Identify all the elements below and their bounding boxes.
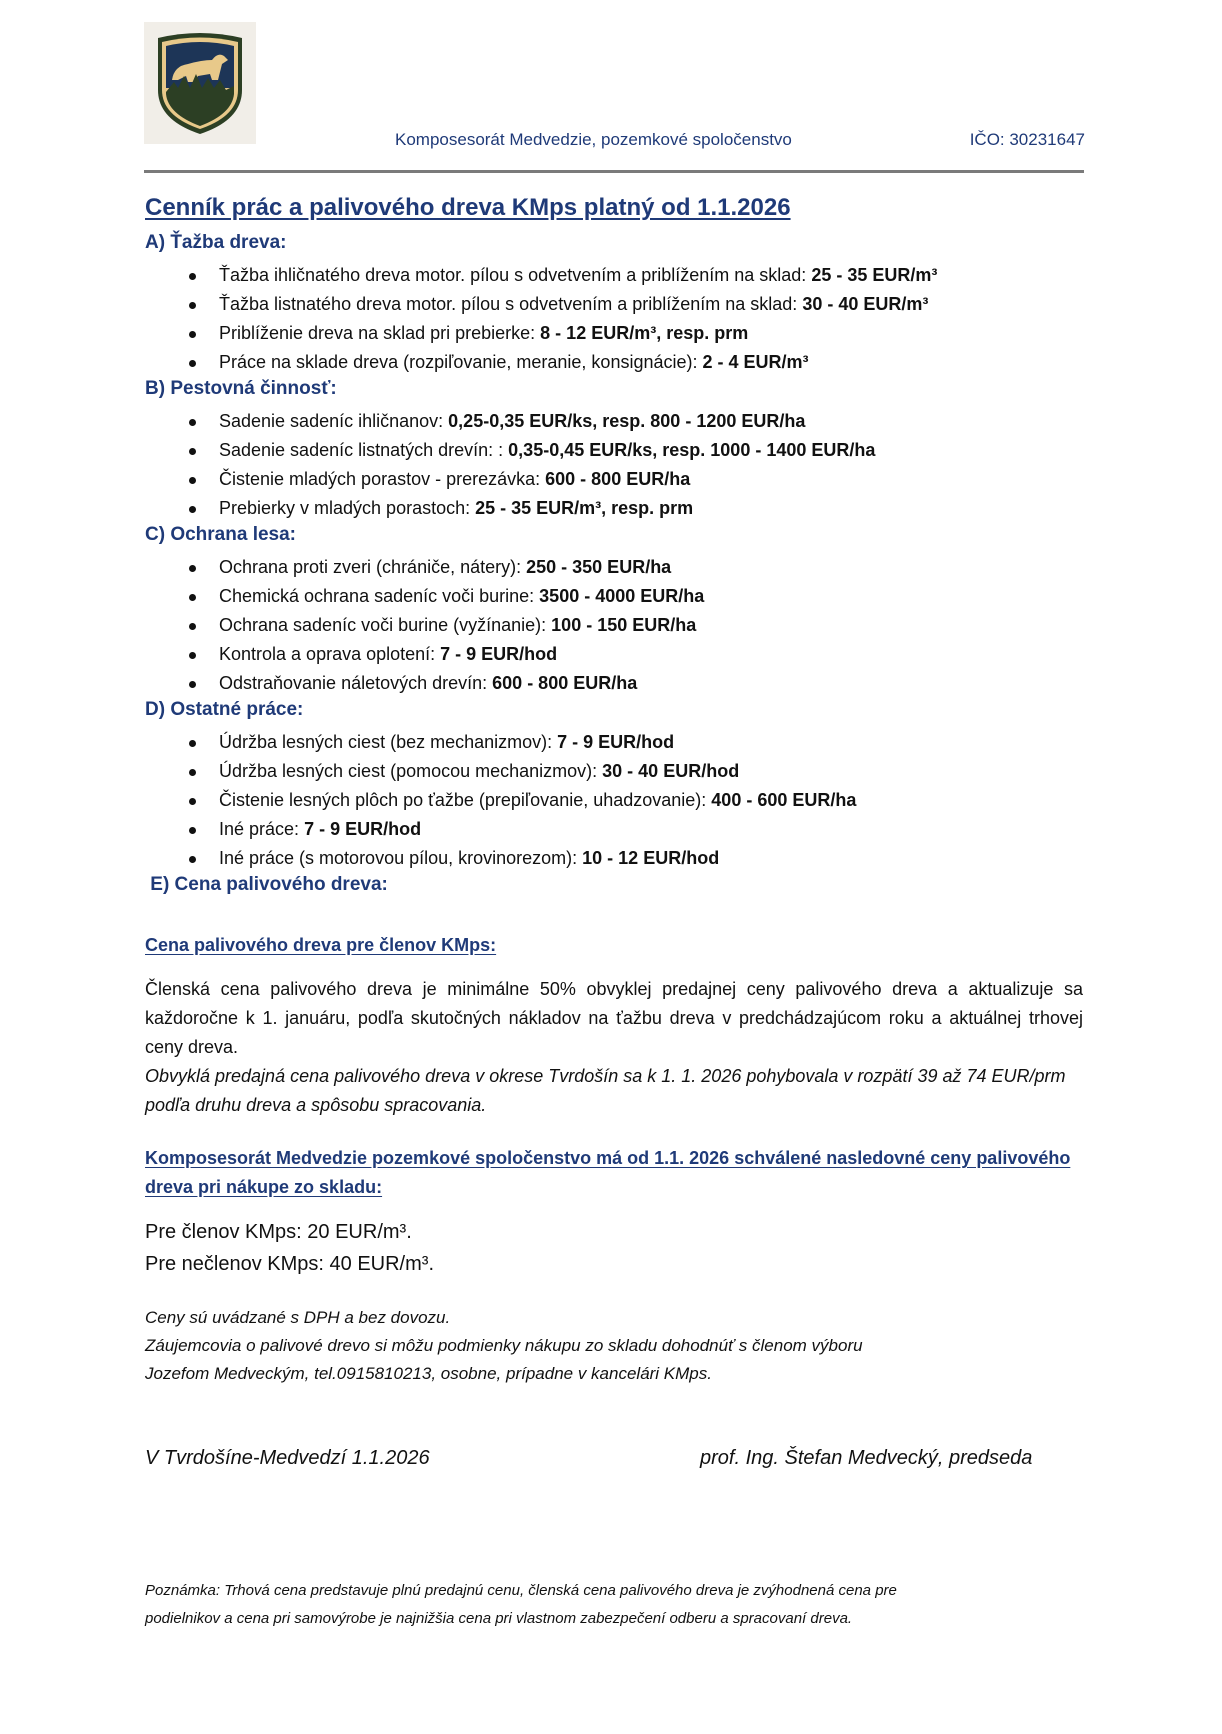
header-divider [144, 170, 1084, 173]
member-price: Pre členov KMps: 20 EUR/m³. [145, 1221, 412, 1243]
logo [144, 22, 256, 144]
section-heading-d: D) Ostatné práce: [145, 699, 304, 720]
list-item: Priblíženie dreva na sklad pri prebierke: 8 - 12 EUR/m³, resp. prm [183, 319, 937, 348]
section-b-list [183, 407, 875, 523]
footnote [145, 1577, 897, 1633]
section-heading-a: A) Ťažba dreva: [145, 232, 287, 253]
list-item: Údržba lesných ciest (bez mechanizmov): 7 - 9 EUR/hod [183, 728, 856, 757]
list-item: Sadenie sadeníc ihličnanov: 0,25-0,35 EUR/ks, resp. 800 - 1200 EUR/ha [183, 407, 875, 436]
list-item: Údržba lesných ciest (pomocou mechanizmov): 30 - 40 EUR/hod [183, 757, 856, 786]
approved-prices-heading: Komposesorát Medvedzie pozemkové spoločenstvo má od 1.1. 2026 schválené nasledovné ceny palivového dreva pri nákupe zo skladu: [145, 1148, 1071, 1197]
signature-signatory: prof. Ing. Štefan Medvecký, predseda [700, 1447, 1033, 1469]
list-item: Sadenie sadeníc listnatých drevín: : 0,35-0,45 EUR/ks, resp. 1000 - 1400 EUR/ha [183, 436, 875, 465]
list-item: Iné práce: 7 - 9 EUR/hod [183, 815, 856, 844]
header-ico: IČO: 30231647 [969, 130, 1085, 149]
list-item: Ochrana proti zveri (chrániče, nátery): 250 - 350 EUR/ha [183, 553, 704, 582]
section-heading-b: B) Pestovná činnosť: [145, 378, 337, 399]
market-price-note: Obvyklá predajná cena palivového dreva v okrese Tvrdošín sa k 1. 1. 2026 pohybovala v rozpätí 39 až 74 EUR/prm podľa druhu dreva a spôsobu spracovania. [145, 1066, 1066, 1115]
non-member-price: Pre nečlenov KMps: 40 EUR/m³. [145, 1253, 434, 1275]
section-c-list [183, 553, 704, 698]
list-item: Ochrana sadeníc voči burine (vyžínanie): 100 - 150 EUR/ha [183, 611, 704, 640]
list-item: Čistenie mladých porastov - prerezávka: 600 - 800 EUR/ha [183, 465, 875, 494]
member-price-paragraph: Členská cena palivového dreva je minimálne 50% obvyklej predajnej ceny palivového dreva a aktualizuje sa každoročne k 1. januáru, podľa skutočných nákladov na ťažbu dreva v predchádzajúcom roku a aktuálnej trhovej ceny dreva. [145, 979, 1083, 1057]
section-a-list [183, 261, 937, 377]
conditions-line-1: Ceny sú uvádzané s DPH a bez dovozu. [145, 1308, 451, 1327]
bear-shield-icon [154, 30, 246, 136]
conditions-line-2: Záujemcovia o palivové drevo si môžu podmienky nákupu zo skladu dohodnúť s členom výboru [145, 1336, 863, 1355]
header-organization: Komposesorát Medvedzie, pozemkové spoločenstvo [395, 130, 792, 149]
member-price-heading: Cena palivového dreva pre členov KMps: [145, 935, 497, 955]
list-item: Práce na sklade dreva (rozpiľovanie, meranie, konsignácie): 2 - 4 EUR/m³ [183, 348, 937, 377]
footnote-line-2: podielnikov a cena pri samovýrobe je najnižšia cena pri vlastnom zabezpečení odberu a spracovaní dreva. [145, 1610, 853, 1627]
page-title: Cenník prác a palivového dreva KMps platný od 1.1.2026 [145, 194, 791, 221]
list-item: Ťažba listnatého dreva motor. pílou s odvetvením a priblížením na sklad: 30 - 40 EUR/m³ [183, 290, 937, 319]
signature-place-date: V Tvrdošíne-Medvedzí 1.1.2026 [145, 1447, 430, 1469]
list-item: Ťažba ihličnatého dreva motor. pílou s odvetvením a priblížením na sklad: 25 - 35 EUR/m³ [183, 261, 937, 290]
list-item: Kontrola a oprava oplotení: 7 - 9 EUR/hod [183, 640, 704, 669]
section-heading-e: E) Cena palivového dreva: [145, 874, 388, 895]
list-item: Odstraňovanie náletových drevín: 600 - 800 EUR/ha [183, 669, 704, 698]
list-item: Prebierky v mladých porastoch: 25 - 35 EUR/m³, resp. prm [183, 494, 875, 523]
conditions-line-3: Jozefom Medveckým, tel.0915810213, osobne, prípadne v kancelári KMps. [145, 1364, 712, 1383]
list-item: Čistenie lesných plôch po ťažbe (prepiľovanie, uhadzovanie): 400 - 600 EUR/ha [183, 786, 856, 815]
list-item: Iné práce (s motorovou pílou, krovinorezom): 10 - 12 EUR/hod [183, 844, 856, 873]
list-item: Chemická ochrana sadeníc voči burine: 3500 - 4000 EUR/ha [183, 582, 704, 611]
section-d-list [183, 728, 856, 873]
footnote-line-1: Poznámka: Trhová cena predstavuje plnú predajnú cenu, členská cena palivového dreva je zvýhodnená cena pre [145, 1582, 897, 1599]
section-heading-c: C) Ochrana lesa: [145, 524, 296, 545]
